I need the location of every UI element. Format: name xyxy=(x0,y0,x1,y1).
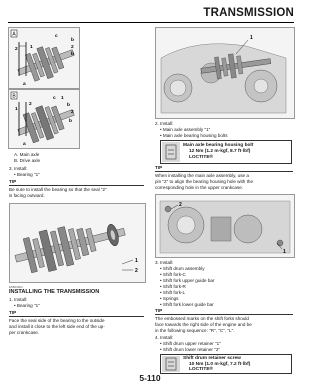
step-3-item: • Shift fork-R xyxy=(160,284,186,289)
torque-label: Shift drum retainer screw xyxy=(183,356,241,361)
step-3-item: • Shift fork-C xyxy=(160,272,186,277)
callout-label: b xyxy=(71,52,74,57)
figure-shift-drum xyxy=(155,194,295,258)
callout-label: a xyxy=(23,142,26,147)
step-3-heading: 3. Install: xyxy=(155,260,174,265)
tip-rule xyxy=(9,185,144,186)
figure-main-axle xyxy=(8,27,80,89)
figure-box-label: A xyxy=(12,31,16,38)
tip-text-line: The embossed marks on the shift forks should xyxy=(155,316,249,321)
page-number: 5-110 xyxy=(139,373,161,383)
tip-text-line: Be sure to install the bearing so that the seal "2" xyxy=(9,187,107,192)
callout-label: c xyxy=(55,34,58,39)
tip-text-line: Face the seal side of the bearing to the outside xyxy=(9,318,105,323)
callout-label: 2 xyxy=(179,202,182,208)
callout-label: 1 xyxy=(15,107,18,112)
step-4-item: • Shift drum lower retainer "2" xyxy=(160,347,221,352)
callout-label: 1 xyxy=(250,35,253,41)
tip-text-line: face towards the right side of the engine and be xyxy=(155,322,252,327)
step-2-item: • Main axle assembly "1" xyxy=(160,127,211,132)
tip-rule xyxy=(155,171,293,172)
torque-spec-box xyxy=(160,140,292,164)
step-2-item: • Main axle bearing housing bolts xyxy=(160,133,228,138)
figure-bearing-install xyxy=(9,203,146,283)
tip-text-line: and install it close to the left side end of the up- xyxy=(9,324,105,329)
tip-rule xyxy=(9,316,144,317)
section-title: INSTALLING THE TRANSMISSION xyxy=(9,289,100,295)
callout-label: 1 xyxy=(30,45,33,50)
tip-text-line: is facing outward. xyxy=(9,193,45,198)
step-3-item: • Shift fork upper guide bar xyxy=(160,278,215,283)
step-4-heading: 4. Install: xyxy=(155,335,174,340)
step-3-heading: 3. Install: xyxy=(9,166,28,171)
tip-label: TIP xyxy=(9,179,17,184)
torque-icon xyxy=(162,142,180,162)
tip-text-line: per crankcase. xyxy=(9,330,40,335)
tip-label: TIP xyxy=(9,310,17,315)
callout-label: c xyxy=(53,96,56,101)
callout-label: 2 xyxy=(135,268,138,274)
step-1-item: • Bearing "1" xyxy=(14,303,40,308)
figure-main-axle-assembly xyxy=(155,27,295,119)
tip-text-line: pin "2" to align the bearing housing hole with the xyxy=(155,179,254,184)
tip-rule xyxy=(155,314,293,315)
torque-note: LOCTITE® xyxy=(189,367,214,372)
callout-label: b xyxy=(71,38,74,43)
torque-note: LOCTITE® xyxy=(189,155,214,160)
callout-label: 2 xyxy=(29,102,32,107)
tip-text-line: in the following sequence: "R", "C", "L". xyxy=(155,328,235,333)
step-3-item: • Springs xyxy=(160,296,179,301)
callout-label: 2 xyxy=(15,47,18,52)
callout-label: 1 xyxy=(283,249,286,255)
callout-label: b xyxy=(67,103,70,108)
tip-text-line: corresponding hole in the upper crankcase. xyxy=(155,185,244,190)
step-2-heading: 2. Install: xyxy=(155,121,174,126)
torque-value: 10 Nm (1.0 m·kgf, 7.2 ft·lbf) xyxy=(189,361,251,367)
tip-text-line: When installing the main axle assembly, use a xyxy=(155,173,249,178)
callout-label: 2 xyxy=(71,110,74,115)
figure-drive-axle xyxy=(8,89,80,149)
step-3-item: • Bearing "1" xyxy=(14,172,40,177)
torque-value: 12 Nm (1.2 m·kgf, 8.7 ft·lbf) xyxy=(189,149,251,154)
page-header-title: TRANSMISSION xyxy=(203,7,294,19)
step-4-item: • Shift drum upper retainer "1" xyxy=(160,341,221,346)
tip-label: TIP xyxy=(155,308,163,313)
torque-spec-box xyxy=(160,354,292,374)
callout-label: a xyxy=(23,82,26,87)
section-code: ES5D3004 xyxy=(9,285,23,289)
step-3-item: • Shift drum assembly xyxy=(160,266,205,271)
step-3-item: • Shift fork lower guide bar xyxy=(160,302,214,307)
header-rule xyxy=(8,22,294,23)
tip-label: TIP xyxy=(155,165,163,170)
legend-drive-axle: B. Drive axle xyxy=(14,158,41,163)
step-3-item: • Shift fork-L xyxy=(160,290,186,295)
callout-label: 1 xyxy=(135,258,138,264)
legend-main-axle: A. Main axle xyxy=(14,152,40,157)
torque-icon xyxy=(162,356,180,372)
callout-label: 1 xyxy=(61,96,64,101)
figure-box-label: B xyxy=(12,93,16,100)
step-1-heading: 1. Install: xyxy=(9,297,28,302)
figure-side-code: | xyxy=(79,30,80,33)
callout-label: 2 xyxy=(71,45,74,50)
callout-label: b xyxy=(69,119,72,124)
torque-label: Main axle bearing housing bolt xyxy=(183,143,254,148)
